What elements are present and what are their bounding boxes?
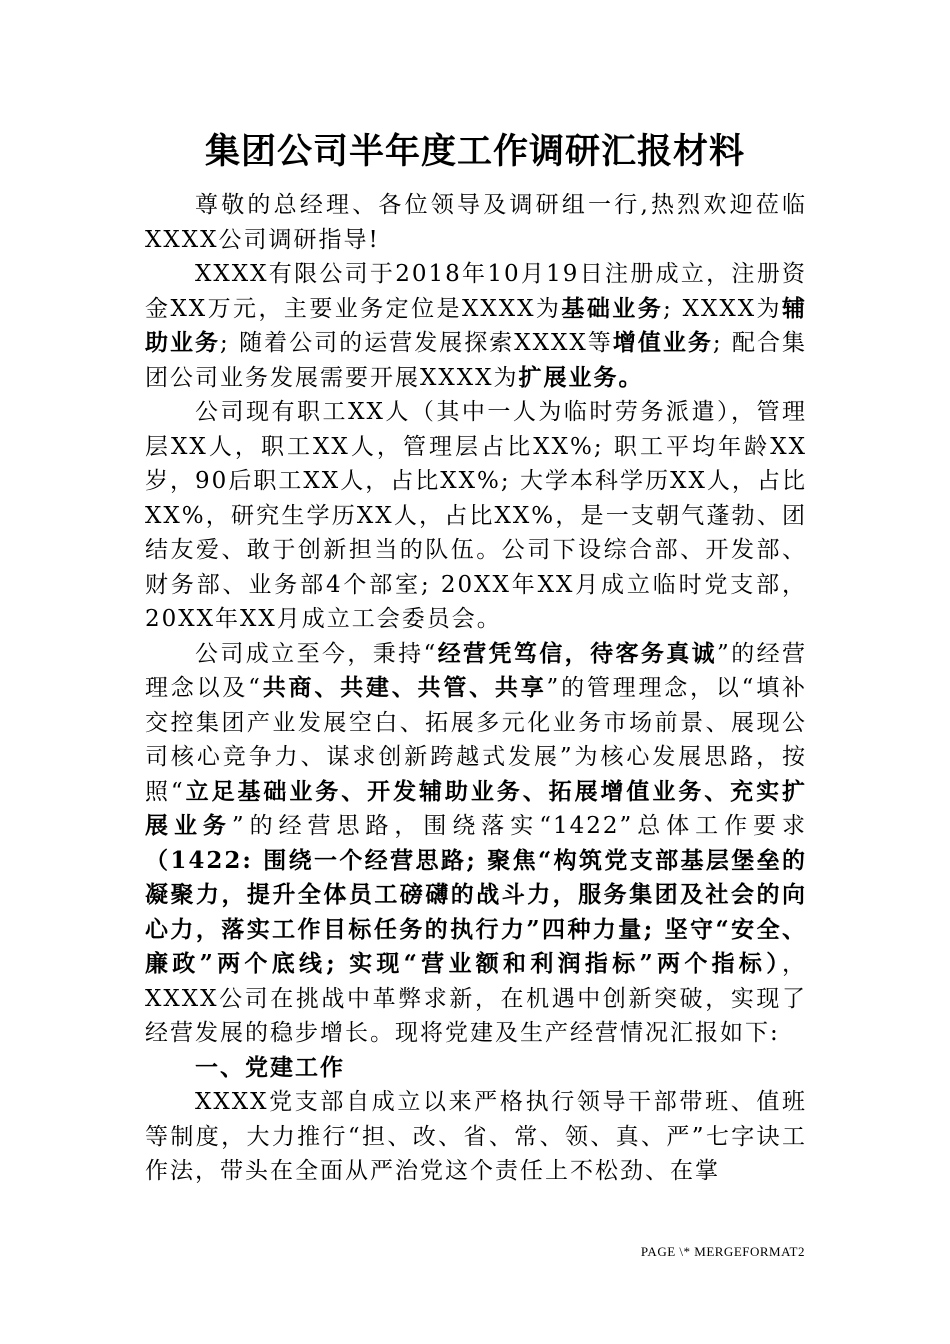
text-segment: ”的管理理念，以“填补交控集团产业发展空白、拓展多元化业务市场前景、展现公司核心竞争力、谋求创新跨越式发展”为核心发展思路，按照“ bbox=[145, 675, 807, 805]
bold-phrase: 辅助业务 bbox=[145, 294, 807, 356]
bold-phrase: 共商、共建、共管、共享 bbox=[261, 674, 547, 701]
document-title: 集团公司半年度工作调研汇报材料 bbox=[204, 131, 745, 172]
bold-phrase: 经营凭笃信，待客务真诚 bbox=[437, 639, 718, 667]
text-segment: XXXX有限公司于2018年10月19日注册成立，注册资金XX万元，主要业务定位是XXXX为 bbox=[145, 261, 807, 322]
text-segment: ”的经营思路，围绕落实“1422”总体工作要求 bbox=[231, 813, 808, 839]
bold-phrase: 增值业务 bbox=[612, 329, 713, 356]
document-body bbox=[145, 188, 807, 1189]
text-segment: ; XXXX为 bbox=[663, 295, 782, 322]
paragraph-staff: 公司现有职工XX人（其中一人为临时劳务派遣），管理层XX人，职工XX人，管理层占比XX%; 职工平均年龄XX岁，90后职工XX人，占比XX%; 大学本科学历XX人，占比XX%，研究生学历XX人，占比XX%，是一支朝气蓬勃、团结友爱、敢于创新担当的队伍。公司下设综合部、开发部、财务部、业务部4个部室; 20XX年XX月成立临时党支部，20XX年XX月成立工会委员会。 bbox=[145, 399, 807, 632]
text-segment: 公司成立至今，秉持“ bbox=[195, 640, 438, 667]
text-segment: ”的经营理念以及“ bbox=[145, 640, 807, 701]
text-segment: ，XXXX公司在挑战中革弊求新，在机遇中创新突破，实现了经营发展的稳步增长。现将党建及生产经营情况汇报如下: bbox=[145, 951, 807, 1046]
paragraph-party-building: XXXX党支部自成立以来严格执行领导干部带班、值班等制度，大力推行“担、改、省、常、领、真、严”七字诀工作法，带头在全面从严治党这个责任上不松劲、在掌 bbox=[145, 1089, 807, 1184]
paragraph-company-intro bbox=[145, 257, 807, 395]
bold-phrase: （1422: 围绕一个经营思路; 聚焦“构筑党支部基层堡垒的凝聚力，提升全体员工磅礴的战斗力，服务集团及社会的向心力，落实工作目标任务的执行力”四种力量; 坚守“安全、廉政”两个底线; 实现“营业额和利润指标”两个指标） bbox=[145, 846, 807, 977]
bold-phrase: 基础业务 bbox=[561, 294, 664, 322]
bold-phrase: 立足基础业务、开发辅助业务、拓展增值业务、充实扩展业务 bbox=[145, 777, 808, 839]
text-segment: ; 随着公司的运营发展探索XXXX等 bbox=[220, 330, 613, 356]
section-heading: 一、党建工作 bbox=[195, 1053, 345, 1081]
page-footer: PAGE \* MERGEFORMAT2 bbox=[640, 1244, 805, 1259]
bold-phrase: 扩展业务。 bbox=[518, 363, 644, 391]
text-segment: ; 配合集团公司业务发展需要开展XXXX为 bbox=[145, 330, 807, 391]
paragraph-greeting: 尊敬的总经理、各位领导及调研组一行,热烈欢迎莅临XXXX公司调研指导! bbox=[145, 192, 807, 253]
paragraph-philosophy bbox=[145, 637, 807, 1051]
